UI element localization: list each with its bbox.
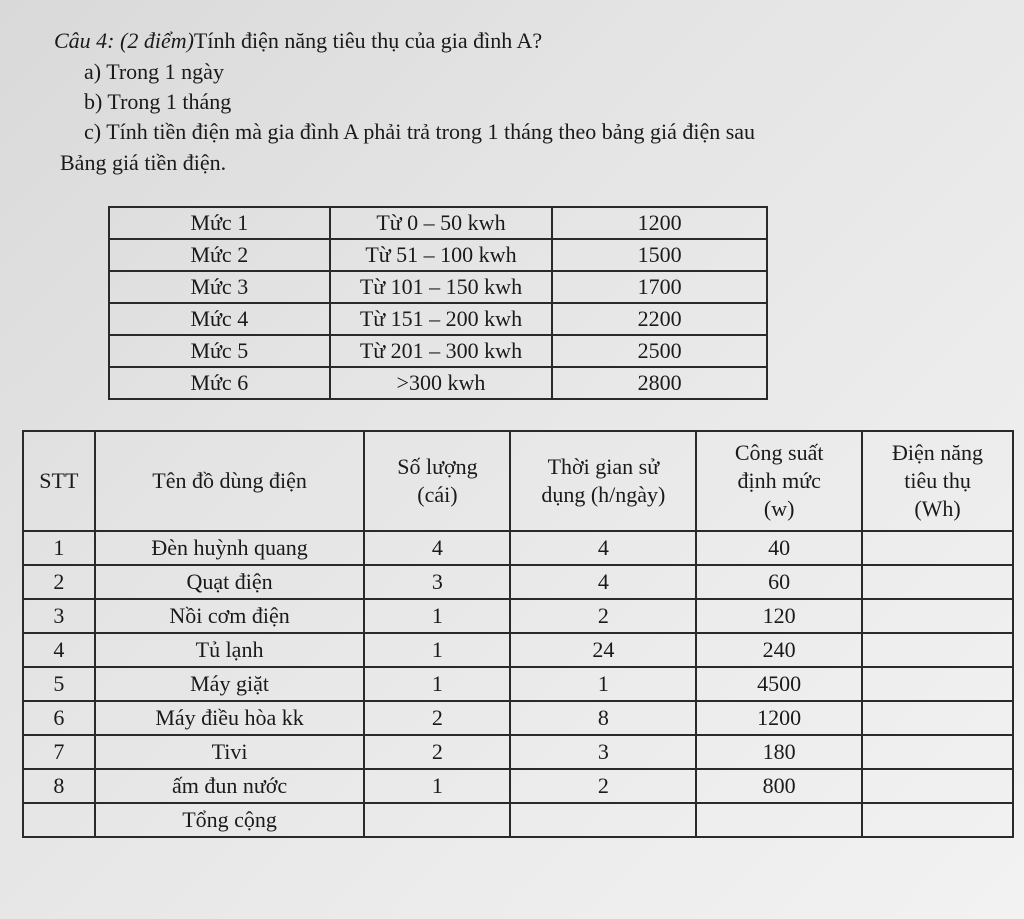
price-range: >300 kwh [330, 367, 553, 399]
cell-power: 180 [696, 735, 862, 769]
question-text: Tính điện năng tiêu thụ của gia đình A? [193, 28, 543, 53]
cell-name: Đèn huỳnh quang [95, 531, 365, 565]
cell-name: ấm đun nước [95, 769, 365, 803]
total-cell [364, 803, 510, 837]
cell-stt: 1 [23, 531, 95, 565]
price-value: 2800 [552, 367, 767, 399]
cell-name: Tivi [95, 735, 365, 769]
cell-name: Máy giặt [95, 667, 365, 701]
cell-time: 2 [510, 769, 696, 803]
cell-qty: 1 [364, 633, 510, 667]
price-range: Từ 151 – 200 kwh [330, 303, 553, 335]
cell-name: Nồi cơm điện [95, 599, 365, 633]
price-value: 1700 [552, 271, 767, 303]
cell-time: 4 [510, 565, 696, 599]
question-label: Câu 4: (2 điểm) [54, 28, 194, 53]
device-table [22, 430, 1014, 838]
table-row [23, 531, 1013, 565]
price-level: Mức 2 [109, 239, 330, 271]
cell-energy [862, 599, 1013, 633]
total-label: Tổng cộng [95, 803, 365, 837]
price-level: Mức 4 [109, 303, 330, 335]
header-qty: Số lượng (cái) [364, 431, 510, 531]
header-name: Tên đồ dùng điện [95, 431, 365, 531]
header-stt: STT [23, 431, 95, 531]
cell-qty: 1 [364, 599, 510, 633]
price-value: 1500 [552, 239, 767, 271]
price-value: 2500 [552, 335, 767, 367]
cell-stt: 4 [23, 633, 95, 667]
cell-energy [862, 531, 1013, 565]
cell-power: 60 [696, 565, 862, 599]
cell-time: 4 [510, 531, 696, 565]
price-level: Mức 5 [109, 335, 330, 367]
cell-stt: 6 [23, 701, 95, 735]
price-value: 1200 [552, 207, 767, 239]
price-range: Từ 51 – 100 kwh [330, 239, 553, 271]
cell-power: 800 [696, 769, 862, 803]
total-row [23, 803, 1013, 837]
question-heading [54, 28, 542, 54]
price-level: Mức 3 [109, 271, 330, 303]
question-part-a: a) Trong 1 ngày [84, 59, 224, 84]
cell-time: 3 [510, 735, 696, 769]
cell-qty: 2 [364, 735, 510, 769]
price-range: Từ 0 – 50 kwh [330, 207, 553, 239]
price-value: 2200 [552, 303, 767, 335]
table-row [23, 701, 1013, 735]
total-cell [696, 803, 862, 837]
price-table-title: Bảng giá tiền điện. [60, 150, 227, 175]
price-row [109, 271, 767, 303]
table-row [23, 565, 1013, 599]
cell-power: 40 [696, 531, 862, 565]
cell-stt: 2 [23, 565, 95, 599]
header-time: Thời gian sử dụng (h/ngày) [510, 431, 696, 531]
price-range: Từ 201 – 300 kwh [330, 335, 553, 367]
cell-time: 24 [510, 633, 696, 667]
cell-stt: 7 [23, 735, 95, 769]
cell-energy [862, 769, 1013, 803]
cell-name: Quạt điện [95, 565, 365, 599]
header-power: Công suất định mức (w) [696, 431, 862, 531]
cell-energy [862, 701, 1013, 735]
cell-power: 4500 [696, 667, 862, 701]
cell-qty: 3 [364, 565, 510, 599]
table-row [23, 599, 1013, 633]
price-row [109, 207, 767, 239]
cell-qty: 1 [364, 769, 510, 803]
cell-qty: 1 [364, 667, 510, 701]
price-range: Từ 101 – 150 kwh [330, 271, 553, 303]
price-level: Mức 6 [109, 367, 330, 399]
price-row [109, 239, 767, 271]
cell-name: Máy điều hòa kk [95, 701, 365, 735]
cell-power: 240 [696, 633, 862, 667]
table-row [23, 633, 1013, 667]
cell-qty: 4 [364, 531, 510, 565]
total-cell [23, 803, 95, 837]
price-row [109, 303, 767, 335]
device-table-header-row [23, 431, 1013, 531]
cell-stt: 8 [23, 769, 95, 803]
table-row [23, 769, 1013, 803]
cell-power: 1200 [696, 701, 862, 735]
table-row [23, 735, 1013, 769]
price-level: Mức 1 [109, 207, 330, 239]
total-cell [510, 803, 696, 837]
cell-energy [862, 667, 1013, 701]
cell-time: 8 [510, 701, 696, 735]
cell-time: 1 [510, 667, 696, 701]
cell-energy [862, 565, 1013, 599]
question-part-c: c) Tính tiền điện mà gia đình A phải trả trong 1 tháng theo bảng giá điện sau [84, 119, 756, 144]
header-energy: Điện năng tiêu thụ (Wh) [862, 431, 1013, 531]
cell-stt: 5 [23, 667, 95, 701]
cell-qty: 2 [364, 701, 510, 735]
total-cell [862, 803, 1013, 837]
cell-power: 120 [696, 599, 862, 633]
price-row [109, 335, 767, 367]
price-table [108, 206, 768, 400]
cell-time: 2 [510, 599, 696, 633]
cell-energy [862, 735, 1013, 769]
question-part-b: b) Trong 1 tháng [84, 89, 232, 114]
cell-energy [862, 633, 1013, 667]
table-row [23, 667, 1013, 701]
price-row [109, 367, 767, 399]
cell-name: Tủ lạnh [95, 633, 365, 667]
cell-stt: 3 [23, 599, 95, 633]
